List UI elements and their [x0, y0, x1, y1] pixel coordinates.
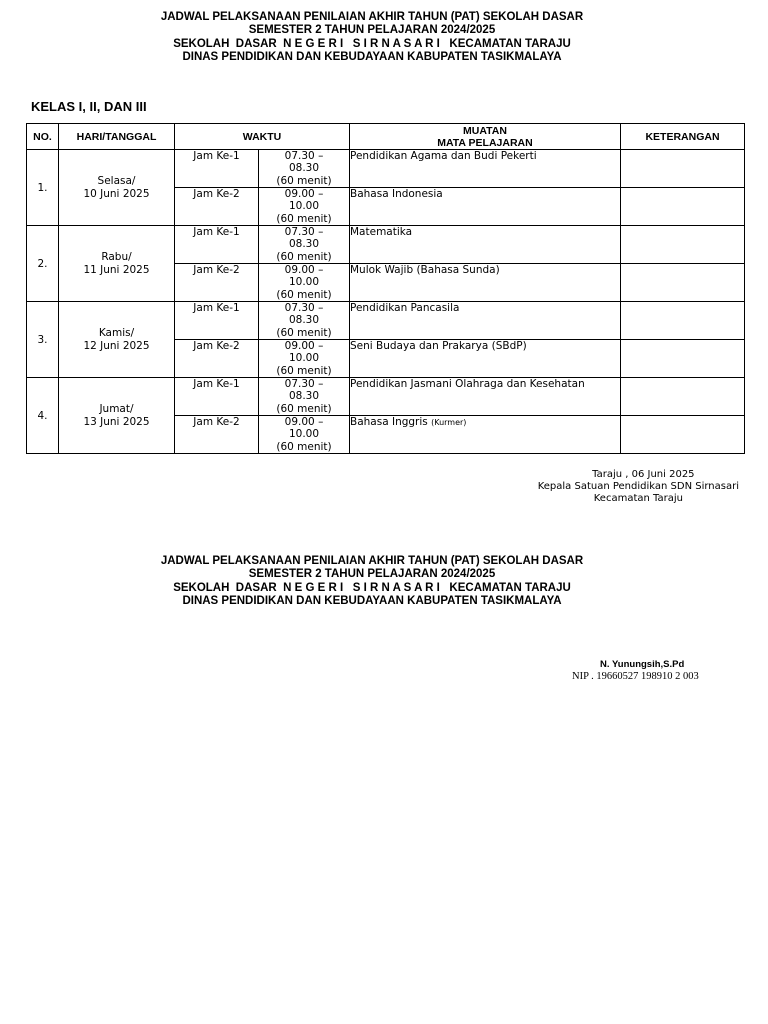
time-cell: [259, 150, 350, 188]
col-header-muatan-line1: MUATAN: [463, 125, 507, 137]
table-row: [27, 302, 745, 340]
signature-block: [538, 469, 739, 505]
header-line-3: SEKOLAH DASAR N E G E R I S I R N A S A R I KECAMATAN TARAJU: [173, 37, 571, 50]
day-date: 11 Juni 2025: [83, 263, 150, 276]
day-date-cell: [59, 378, 175, 454]
subject-cell: Matematika: [350, 226, 621, 264]
time-cell: [259, 188, 350, 226]
time-cell: [259, 416, 350, 454]
note-cell: [621, 188, 745, 226]
col-header-keterangan: KETERANGAN: [621, 124, 745, 150]
day-name: Kamis/: [98, 326, 135, 339]
note-cell: [621, 340, 745, 378]
signer-name: N. Yunungsih,S.Pd: [600, 659, 685, 670]
day-date: 10 Juni 2025: [83, 187, 150, 200]
time-end: 10.00: [288, 276, 320, 289]
subject-cell: Seni Budaya dan Prakarya (SBdP): [350, 340, 621, 378]
time-end: 10.00: [288, 352, 320, 365]
jam-cell: Jam Ke-1: [175, 302, 259, 340]
day-name: Jumat/: [99, 402, 134, 415]
time-start: 07.30 –: [284, 150, 324, 162]
day-name: Selasa/: [97, 174, 136, 187]
header-line-2: SEMESTER 2 TAHUN PELAJARAN 2024/2025: [248, 568, 496, 581]
time-duration: (60 menit): [276, 174, 332, 187]
jam-cell: Jam Ke-1: [175, 378, 259, 416]
subject-note-small: (Kurmer): [431, 418, 467, 427]
time-end: 08.30: [288, 238, 320, 251]
header-line-1: JADWAL PELAKSANAAN PENILAIAN AKHIR TAHUN (PAT) SEKOLAH DASAR: [160, 555, 584, 567]
time-duration: (60 menit): [276, 288, 332, 301]
time-start: 07.30 –: [284, 378, 324, 390]
schedule-table: [26, 123, 745, 454]
time-end: 08.30: [288, 314, 320, 327]
subject-cell: Pendidikan Pancasila: [350, 302, 621, 340]
subject-text: Bahasa Inggris: [350, 416, 428, 428]
header-line-1: JADWAL PELAKSANAAN PENILAIAN AKHIR TAHUN (PAT) SEKOLAH DASAR: [160, 11, 584, 23]
note-cell: [621, 264, 745, 302]
kelas-title: KELAS I, II, DAN III: [31, 99, 147, 114]
subject-cell: Pendidikan Jasmani Olahraga dan Kesehatan: [350, 378, 621, 416]
subject-cell: [350, 416, 621, 454]
signature-district: Kecamatan Taraju: [593, 493, 683, 504]
signer-nip: NIP . 19660527 198910 2 003: [572, 671, 699, 682]
row-number: 2.: [27, 226, 59, 302]
jam-cell: Jam Ke-2: [175, 340, 259, 378]
jam-cell: Jam Ke-2: [175, 188, 259, 226]
day-date: 12 Juni 2025: [83, 339, 150, 352]
jam-cell: Jam Ke-1: [175, 226, 259, 264]
signature-place-date: Taraju , 06 Juni 2025: [592, 469, 695, 480]
time-duration: (60 menit): [276, 402, 332, 415]
time-start: 09.00 –: [284, 340, 324, 352]
day-date-cell: [59, 302, 175, 378]
time-duration: (60 menit): [276, 440, 332, 453]
jam-cell: Jam Ke-1: [175, 150, 259, 188]
header-line-2: SEMESTER 2 TAHUN PELAJARAN 2024/2025: [248, 24, 496, 37]
col-header-no: NO.: [27, 124, 59, 150]
time-start: 09.00 –: [284, 264, 324, 276]
header-line-4: DINAS PENDIDIKAN DAN KEBUDAYAAN KABUPATEN TASIKMALAYA: [182, 594, 562, 607]
day-date-cell: [59, 226, 175, 302]
time-duration: (60 menit): [276, 326, 332, 339]
note-cell: [621, 150, 745, 188]
time-cell: [259, 378, 350, 416]
time-end: 08.30: [288, 162, 320, 175]
subject-cell: Pendidikan Agama dan Budi Pekerti: [350, 150, 621, 188]
time-end: 10.00: [288, 428, 320, 441]
subject-cell: Mulok Wajib (Bahasa Sunda): [350, 264, 621, 302]
time-duration: (60 menit): [276, 364, 332, 377]
time-cell: [259, 226, 350, 264]
table-header-row: [27, 124, 745, 150]
time-cell: [259, 264, 350, 302]
time-cell: [259, 340, 350, 378]
header-line-4: DINAS PENDIDIKAN DAN KEBUDAYAAN KABUPATEN TASIKMALAYA: [182, 50, 562, 63]
jam-cell: Jam Ke-2: [175, 264, 259, 302]
note-cell: [621, 302, 745, 340]
time-end: 10.00: [288, 200, 320, 213]
row-number: 4.: [27, 378, 59, 454]
col-header-waktu: WAKTU: [175, 124, 350, 150]
document-header-bottom: [0, 555, 744, 608]
jam-cell: Jam Ke-2: [175, 416, 259, 454]
day-name: Rabu/: [101, 250, 132, 263]
note-cell: [621, 378, 745, 416]
col-header-muatan: [350, 124, 621, 150]
time-start: 07.30 –: [284, 226, 324, 238]
time-start: 09.00 –: [284, 416, 324, 428]
day-date-cell: [59, 150, 175, 226]
time-end: 08.30: [288, 390, 320, 403]
table-row: [27, 378, 745, 416]
note-cell: [621, 226, 745, 264]
row-number: 3.: [27, 302, 59, 378]
col-header-muatan-line2: MATA PELAJARAN: [437, 137, 533, 149]
note-cell: [621, 416, 745, 454]
row-number: 1.: [27, 150, 59, 226]
table-row: [27, 226, 745, 264]
table-row: [27, 150, 745, 188]
time-duration: (60 menit): [276, 250, 332, 263]
time-start: 07.30 –: [284, 302, 324, 314]
time-cell: [259, 302, 350, 340]
subject-cell: Bahasa Indonesia: [350, 188, 621, 226]
document-header-top: [0, 11, 744, 64]
signature-position: Kepala Satuan Pendidikan SDN Sirnasari: [537, 481, 739, 492]
header-line-3: SEKOLAH DASAR N E G E R I S I R N A S A R I KECAMATAN TARAJU: [173, 581, 571, 594]
time-start: 09.00 –: [284, 188, 324, 200]
day-date: 13 Juni 2025: [83, 415, 150, 428]
col-header-day: HARI/TANGGAL: [59, 124, 175, 150]
time-duration: (60 menit): [276, 212, 332, 225]
